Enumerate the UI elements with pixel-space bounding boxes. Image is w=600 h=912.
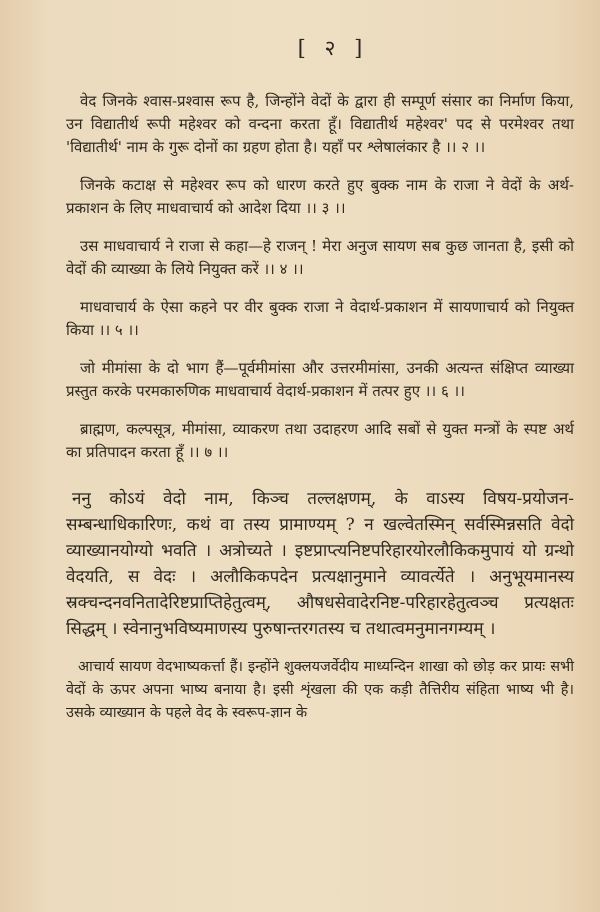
page-number: [ २ ] xyxy=(297,36,369,60)
verse-explanation-6: जो मीमांसा के दो भाग हैं—पूर्वमीमांसा और उत्तरमीमांसा, उनकी अत्यन्त संक्षिप्त व्याख्या प्रस्तुत करके परमकारुणिक माधवाचार्य वेदार्थ-प्रकाशन में तत्पर हुए ।। ६ ।। xyxy=(66,359,574,400)
verse-explanation-2: वेद जिनके श्वास-प्रश्वास रूप है, जिन्होंने वेदों के द्वारा ही सम्पूर्ण संसार का निर्माण किया, उन विद्यातीर्थ रूपी महेश्वर को वन्दना करता हूँ। विद्यातीर्थ महेश्वर' पद से परमेश्वर तथा 'विद्यातीर्थ' नाम के गुरू दोनों का ग्रहण होता है। यहाँ पर श्लेषालंकार है ।। २ ।। xyxy=(66,92,574,156)
sanskrit-commentary: ननु कोऽयं वेदो नाम, किञ्च तल्लक्षणम्, के वाऽस्य विषय-प्रयोजन-सम्बन्धाधिकारिणः, कथं वा तस्य प्रामाण्यम् ? न खल्वेतस्मिन् सर्वस्मिन्नसति वेदो व्याख्यानयोग्यो भवति । अत्रोच्यते । इष्टप्राप्त्यनिष्टपरिहारयोरलौकिकमुपायं यो ग्रन्थो वेदयति, स वेदः । अलौकिकपदेन प्रत्यक्षानुमाने व्यावर्त्येते । अनुभूयमानस्य स्रक्चन्दनवनितादेरिष्टप्राप्तिहेतुत्वम्, औषधसेवादेरनिष्ट-परिहारहेतुत्वञ्च प्रत्यक्षतः सिद्धम् । स्वेनानुभविष्यमाणस्य पुरुषान्तरगतस्य च तथात्वमनुमानगम्यम् । xyxy=(66,489,574,639)
verse-explanation-5: माधवाचार्य के ऐसा कहने पर वीर बुक्क राजा ने वेदार्थ-प्रकाशन में सायणाचार्य को नियुक्त किया ।। ५ ।। xyxy=(66,298,574,339)
verse-explanation-3: जिनके कटाक्ष से महेश्वर रूप को धारण करते हुए बुक्क नाम के राजा ने वेदों के अर्थ-प्रकाशन के लिए माधवाचार्य को आदेश दिया ।। ३ ।। xyxy=(66,176,574,217)
verse-explanation-4: उस माधवाचार्य ने राजा से कहा—हे राजन् ! मेरा अनुज सायण सब कुछ जानता है, इसी को वेदों की व्याख्या के लिये नियुक्त करें ।। ४ ।। xyxy=(66,237,574,278)
verse-explanation-7: ब्राह्मण, कल्पसूत्र, मीमांसा, व्याकरण तथा उदाहरण आदि सबों से युक्त मन्त्रों के स्पष्ट अर्थ का प्रतिपादन करता हूँ ।। ७ ।। xyxy=(66,420,574,461)
closing-paragraph: आचार्य सायण वेदभाष्यकर्त्ता हैं। इन्होंने शुक्लयजर्वेदीय माध्यन्दिन शाखा को छोड़ कर प्रायः सभी वेदों के ऊपर अपना भाष्य बनाया है। इसी शृंखला की एक कड़ी तैत्तिरीय संहिता भाष्य भी है। उसके व्याख्यान के पहले वेद के स्वरूप-ज्ञान के xyxy=(66,659,574,721)
